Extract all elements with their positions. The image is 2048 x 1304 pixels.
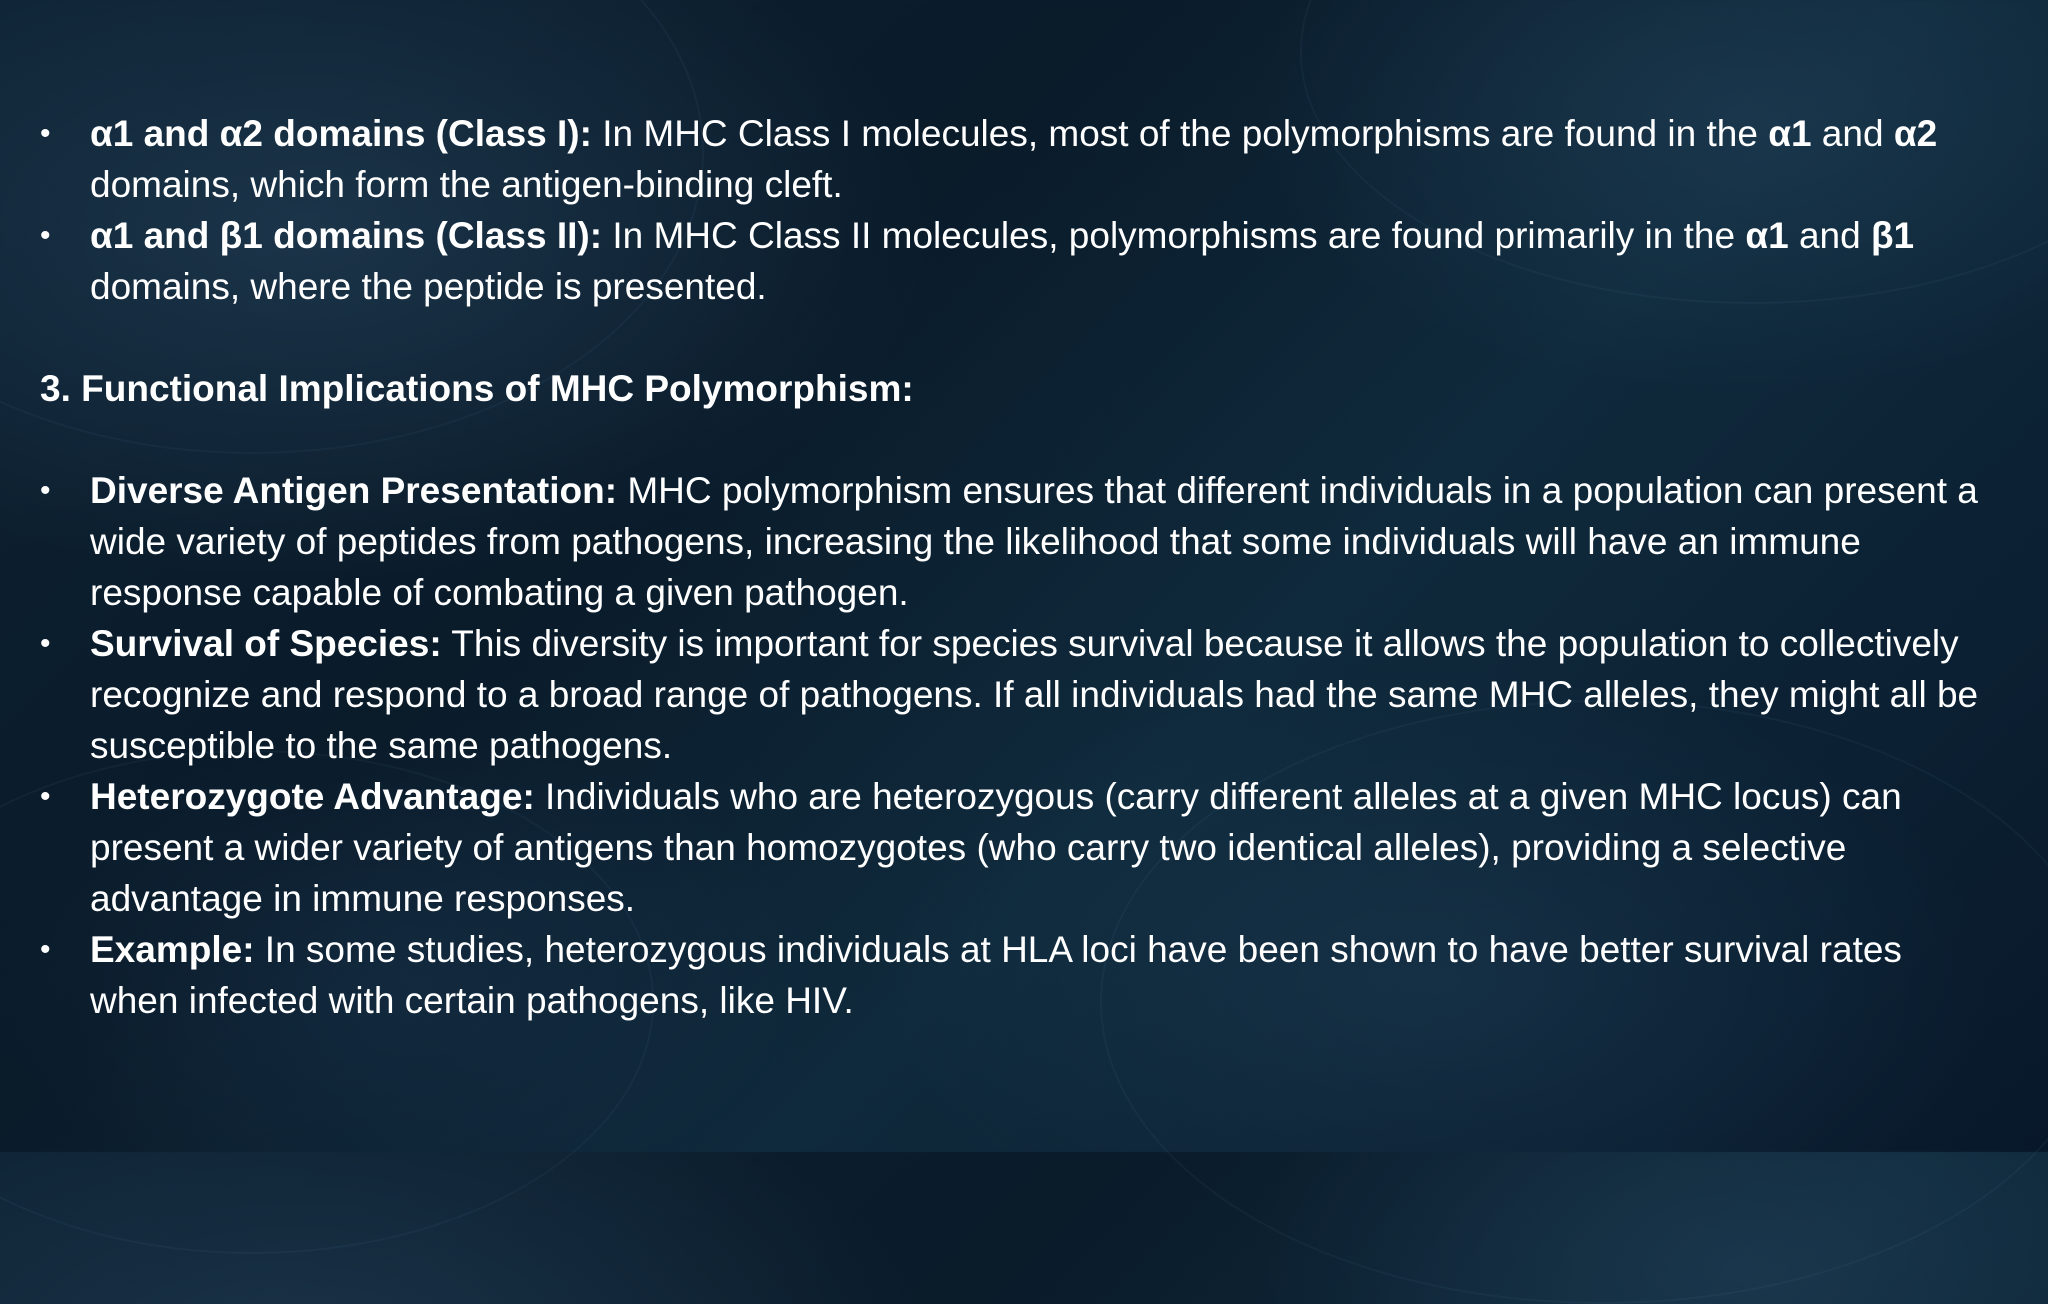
list-item (40, 210, 1990, 312)
bold-domain: α1 (1768, 113, 1812, 154)
bullet-term: Example: (90, 929, 255, 970)
bullet-icon: • (40, 219, 51, 252)
bullet-icon: • (40, 474, 51, 507)
bullet-text: This diversity is important for species survival because it allows the population to collectively recognize and respond to a broad range of pathogens. If all individuals had the same MHC alleles, they might all be susceptible to the same pathogens. (90, 623, 1979, 766)
bold-domain: α2 (1893, 113, 1938, 154)
list-item (40, 924, 1990, 1026)
bullet-text: and (1811, 113, 1894, 154)
bullet-text: and (1788, 215, 1871, 256)
section-heading: 3. Functional Implications of MHC Polymorphism: (40, 368, 914, 409)
list-item (40, 108, 1990, 210)
bullet-text: In MHC Class II molecules, polymorphisms are found primarily in the (602, 215, 1746, 256)
bullet-icon: • (40, 780, 51, 813)
list-item (40, 465, 1990, 618)
bullet-text: MHC polymorphism ensures that different individuals in a population can present a wide variety of peptides from pathogens, increasing the likelihood that some individuals will have an immune response capable of combating a given pathogen. (90, 470, 1978, 613)
bullet-term: Heterozygote Advantage: (90, 776, 535, 817)
list-item (40, 771, 1990, 924)
bold-domain: β1 (1870, 215, 1915, 256)
slide-content (40, 108, 1990, 1026)
bullet-icon: • (40, 117, 51, 150)
bullet-text: Individuals who are heterozygous (carry different alleles at a given MHC locus) can present a wider variety of antigens than homozygotes (who carry two identical alleles), providing a selective advantage in immune responses. (90, 776, 1902, 919)
bullet-text: domains, which form the antigen-binding cleft. (90, 164, 843, 205)
spacer (40, 312, 1990, 363)
bullet-term: α1 and α2 domains (Class I): (90, 113, 592, 154)
bullet-icon: • (40, 933, 51, 966)
bullet-term: Survival of Species: (90, 623, 442, 664)
bullet-text: In MHC Class I molecules, most of the polymorphisms are found in the (591, 113, 1769, 154)
bullet-term: Diverse Antigen Presentation: (90, 470, 618, 511)
bullet-icon: • (40, 627, 51, 660)
class-domain-list (40, 108, 1990, 312)
bullet-text: domains, where the peptide is presented. (90, 266, 767, 307)
functional-implications-list (40, 465, 1990, 1026)
list-item (40, 618, 1990, 771)
spacer (40, 414, 1990, 465)
bullet-text: In some studies, heterozygous individuals at HLA loci have been shown to have better survival rates when infected with certain pathogens, like HIV. (90, 929, 1902, 1021)
bold-domain: α1 (1745, 215, 1789, 256)
bullet-term: α1 and β1 domains (Class II): (90, 215, 603, 256)
